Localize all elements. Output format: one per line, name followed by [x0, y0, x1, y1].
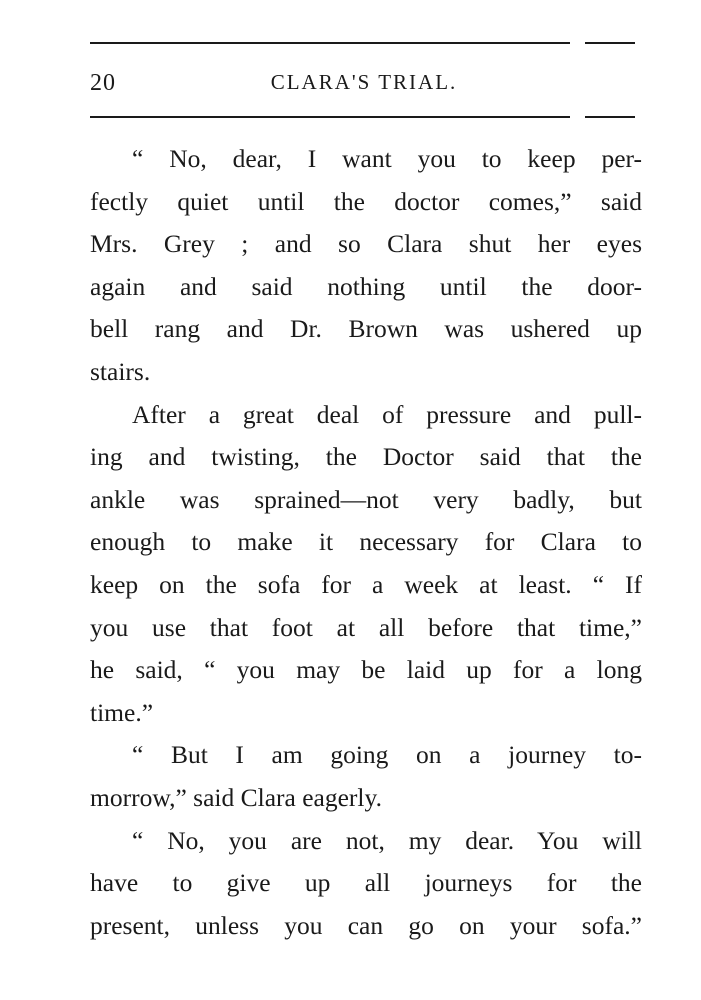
text-line: he said, “ you may be laid up for a long	[90, 655, 642, 685]
page-number: 20	[90, 70, 116, 96]
text-line: Mrs. Grey ; and so Clara shut her eyes	[90, 229, 642, 259]
text-line: ankle was sprained—not very badly, but	[90, 484, 642, 514]
text-line: you use that foot at all before that time,”	[90, 612, 642, 642]
text-line: enough to make it necessary for Clara to	[90, 527, 642, 557]
text-line: After a great deal of pressure and pull-	[132, 399, 642, 429]
header-rule-top-short	[585, 42, 635, 44]
text-line: fectly quiet until the doctor comes,” said	[90, 186, 642, 216]
text-line: time.”	[90, 697, 154, 727]
header-rule-top	[90, 42, 570, 44]
paragraph	[90, 138, 642, 394]
text-line: ing and twisting, the Doctor said that the	[90, 442, 642, 472]
header-rule-bottom	[90, 116, 570, 118]
text-line: bell rang and Dr. Brown was ushered up	[90, 314, 642, 344]
body-text	[90, 138, 642, 947]
header-rule-bottom-short	[585, 116, 635, 118]
text-line: present, unless you can go on your sofa.”	[90, 910, 642, 940]
text-line: have to give up all journeys for the	[90, 868, 642, 898]
text-line: “ But I am going on a journey to-	[132, 740, 642, 770]
text-line: morrow,” said Clara eagerly.	[90, 782, 382, 812]
page-header	[90, 62, 638, 102]
text-line: again and said nothing until the door-	[90, 271, 642, 301]
text-line: stairs.	[90, 356, 151, 386]
text-line: keep on the sofa for a week at least. “ If	[90, 569, 642, 599]
paragraph	[90, 820, 642, 948]
paragraph	[90, 734, 642, 819]
text-line: “ No, you are not, my dear. You will	[132, 825, 642, 855]
text-line: “ No, dear, I want you to keep per-	[132, 144, 642, 173]
running-title: CLARA'S TRIAL.	[270, 70, 458, 94]
paragraph	[90, 394, 642, 735]
